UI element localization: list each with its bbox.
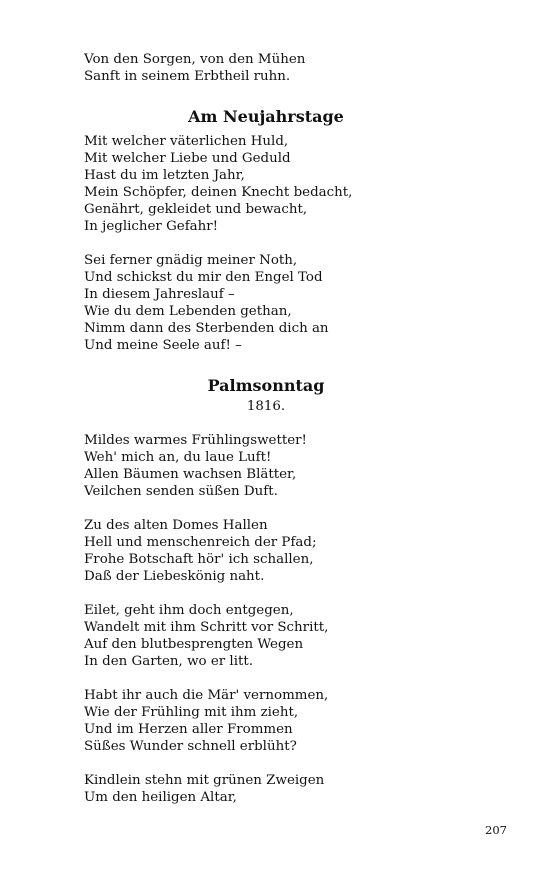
verse-line: Eilet, geht ihm doch entgegen,: [84, 603, 294, 618]
verse-line: In den Garten, wo er litt.: [84, 654, 254, 669]
verse-line: Zu des alten Domes Hallen: [84, 518, 268, 533]
verse-line: Um den heiligen Altar,: [84, 790, 237, 805]
verse-line: In jeglicher Gefahr!: [84, 219, 219, 234]
verse-line: Wandelt mit ihm Schritt vor Schritt,: [84, 620, 329, 635]
page-body: [84, 51, 514, 806]
verse-line: Sei ferner gnädig meiner Noth,: [84, 253, 298, 268]
verse-line: Wie der Frühling mit ihm zieht,: [84, 705, 299, 720]
continuation-stanza: [84, 51, 514, 85]
verse-line: Und meine Seele auf! –: [84, 338, 242, 353]
verse-line: In diesem Jahreslauf –: [84, 287, 235, 302]
verse-line: Hell und menschenreich der Pfad;: [84, 535, 317, 550]
verse-line: Von den Sorgen, von den Mühen: [84, 52, 306, 67]
verse-line: Süßes Wunder schnell erblüht?: [84, 739, 297, 754]
verse-line: Veilchen senden süßen Duft.: [84, 484, 278, 499]
verse-line: Und im Herzen aller Frommen: [84, 722, 293, 737]
poem2-stanza-1: [84, 432, 514, 500]
verse-line: Hast du im letzten Jahr,: [84, 168, 245, 183]
poem-title-am-neujahrstage: Am Neujahrstage: [188, 107, 344, 126]
poem-year: 1816.: [246, 399, 286, 414]
verse-line: Habt ihr auch die Mär' vernommen,: [84, 688, 329, 703]
poem1-stanza-1: [84, 133, 514, 235]
poem2-stanza-2: [84, 517, 514, 585]
verse-line: Mildes warmes Frühlingswetter!: [84, 433, 307, 448]
verse-line: Genährt, gekleidet und bewacht,: [84, 202, 308, 217]
verse-line: Frohe Botschaft hör' ich schallen,: [84, 552, 314, 567]
verse-line: Mein Schöpfer, deinen Knecht bedacht,: [84, 185, 353, 200]
verse-line: Mit welcher väterlichen Huld,: [84, 134, 289, 149]
verse-line: Weh' mich an, du laue Luft!: [84, 450, 272, 465]
verse-line: Allen Bäumen wachsen Blätter,: [84, 467, 297, 482]
poem-title-palmsonntag: Palmsonntag: [207, 376, 325, 395]
poem1-stanza-2: [84, 252, 514, 354]
verse-line: Nimm dann des Sterbenden dich an: [84, 321, 329, 336]
verse-line: Wie du dem Lebenden gethan,: [84, 304, 292, 319]
verse-line: Sanft in seinem Erbtheil ruhn.: [84, 69, 291, 84]
verse-line: Und schickst du mir den Engel Tod: [84, 270, 323, 285]
verse-line: Auf den blutbesprengten Wegen: [84, 637, 304, 652]
verse-line: Daß der Liebeskönig naht.: [84, 569, 265, 584]
page-number: 207: [485, 823, 507, 837]
poem2-stanza-3: [84, 602, 514, 670]
verse-line: Kindlein stehn mit grünen Zweigen: [84, 773, 325, 788]
poem2-stanza-5: [84, 772, 514, 806]
poem2-stanza-4: [84, 687, 514, 755]
verse-line: Mit welcher Liebe und Geduld: [84, 151, 291, 166]
